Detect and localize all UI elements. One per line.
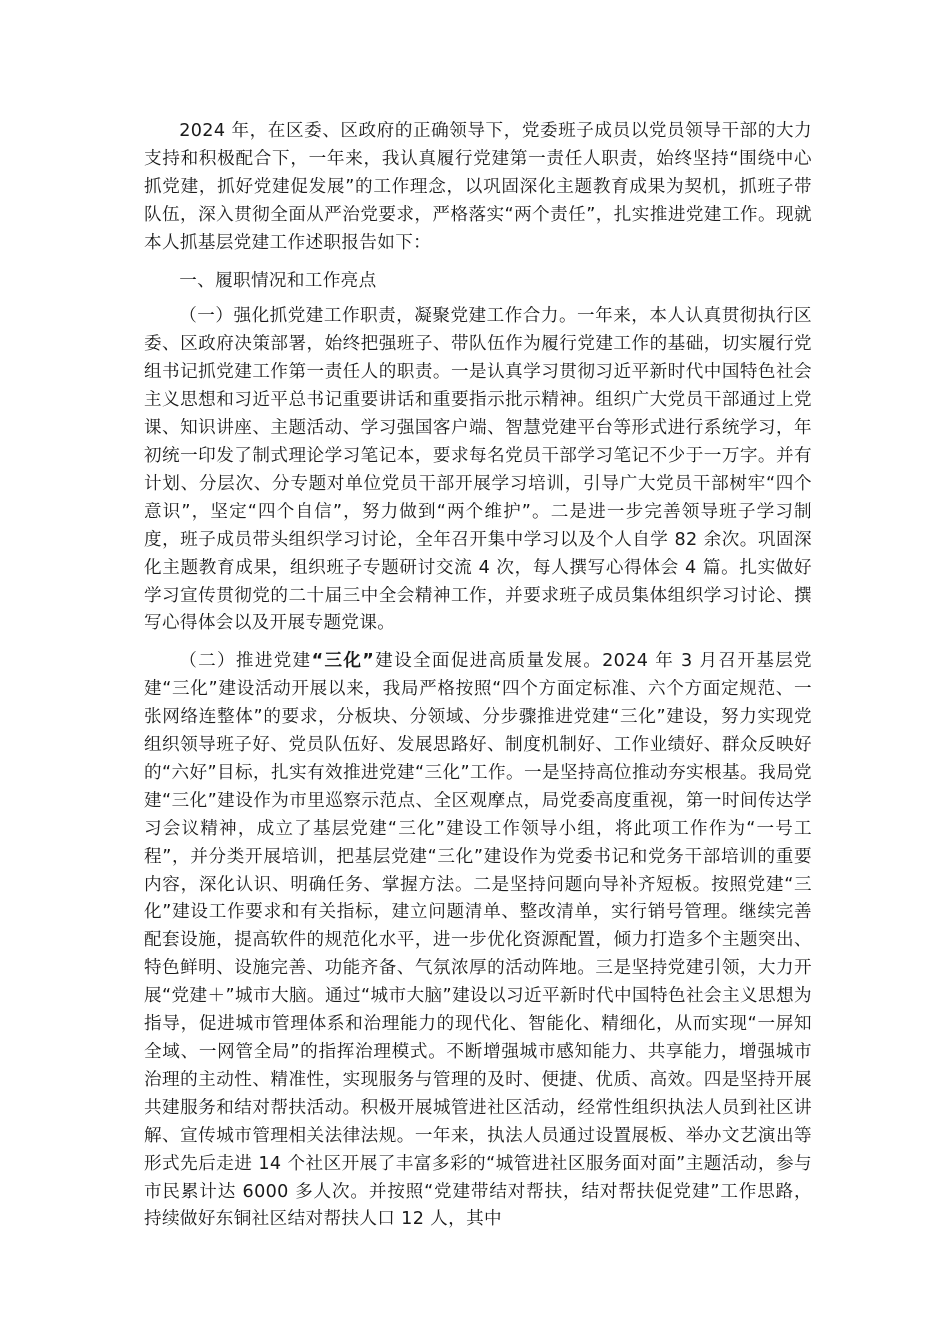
paragraph-one-lead: （一）强化抓党建工作职责，凝聚党建工作合力。 xyxy=(179,306,578,327)
paragraph-two-body: 2024 年 3 月召开基层党建“三化”建设活动开展以来，我局严格按照“四个方面定标准、六个方面定规范、一张网络连整体”的要求，分板块、分领域、分步骤推进党建“三化”建设，努力实现党组织领导班子好、党员队伍好、发展思路好、制度机制好、工作业绩好、群众反映好的“六好”目标，扎实有效推进党建“三化”工作。一是坚持高位推动夯实根基。我局党建“三化”建设作为市里巡察示范点、全区观摩点，局党委高度重视，第一时间传达学习会议精神，成立了基层党建“三化”建设工作领导小组，将此项工作作为“一号工程”，并分类开展培训，把基层党建“三化”建设作为党委书记和党务干部培训的重要内容，深化认识、明确任务、掌握方法。二是坚持问题向导补齐短板。按照党建“三化”建设工作要求和有关指标，建立问题清单、整改清单，实行销号管理。继续完善配套设施，提高软件的规范化水平，进一步优化资源配置，倾力打造多个主题突出、特色鲜明、设施完善、功能齐备、气氛浓厚的活动阵地。三是坚持党建引领，大力开展“党建＋”城市大脑。通过“城市大脑”建设以习近平新时代中国特色社会主义思想为指导，促进城市管理体系和治理能力的现代化、智能化、精细化，从而实现“一屏知全域、一网管全局”的指挥治理模式。不断增强城市感知能力、共享能力，增强城市治理的主动性、精准性，实现服务与管理的及时、便捷、优质、高效。四是坚持开展共建服务和结对帮扶活动。积极开展城管进社区活动，经常性组织执法人员到社区讲解、宣传城市管理相关法律法规。一年来，执法人员通过设置展板、举办文艺演出等形式先后走进 14 个社区开展了丰富多彩的“城管进社区服务面对面”主题活动，参与市民累计达 6000 多人次。并按照“党建带结对帮扶，结对帮扶促党建”工作思路，持续做好东铜社区结对帮扶人口 12 人，其中 xyxy=(144,651,812,1230)
paragraph-two-lead-bold: “三化” xyxy=(311,651,375,672)
intro-paragraph: 2024 年，在区委、区政府的正确领导下，党委班子成员以党员领导干部的大力支持和积极配合下，一年来，我认真履行党建第一责任人职责，始终坚持“围绕中心抓党建，抓好党建促发展”的工作理念，以巩固深化主题教育成果为契机，抓班子带队伍，深入贯彻全面从严治党要求，严格落实“两个责任”，扎实推进党建工作。现就本人抓基层党建工作述职报告如下： xyxy=(144,121,812,253)
section-heading: 一、履职情况和工作亮点 xyxy=(179,270,377,291)
paragraph-two xyxy=(144,648,812,1234)
paragraph-two-lead-post: 建设全面促进高质量发展。 xyxy=(374,651,603,672)
paragraph-one-body: 一年来，本人认真贯彻执行区委、区政府决策部署，始终把强班子、带队伍作为履行党建工作的基础，切实履行党组书记抓党建工作第一责任人的职责。一是认真学习贯彻习近平新时代中国特色社会主义思想和习近平总书记重要讲话和重要指示批示精神。组织广大党员干部通过上党课、知识讲座、主题活动、学习强国客户端、智慧党建平台等形式进行系统学习，年初统一印发了制式理论学习笔记本，要求每名党员干部学习笔记不少于一万字。并有计划、分层次、分专题对单位党员干部开展学习培训，引导广大党员干部树牢“四个意识”，坚定“四个自信”，努力做到“两个维护”。二是进一步完善领导班子学习制度，班子成员带头组织学习讨论，全年召开集中学习以及个人自学 82 余次。巩固深化主题教育成果，组织班子专题研讨交流 4 次，每人撰写心得体会 4 篇。扎实做好学习宣传贯彻党的二十届三中全会精神工作，并要求班子成员集体组织学习讨论、撰写心得体会以及开展专题党课。 xyxy=(144,306,812,634)
paragraph-two-lead-pre: （二）推进党建 xyxy=(179,651,312,672)
paragraph-one xyxy=(144,303,812,638)
document-page xyxy=(144,118,812,1244)
